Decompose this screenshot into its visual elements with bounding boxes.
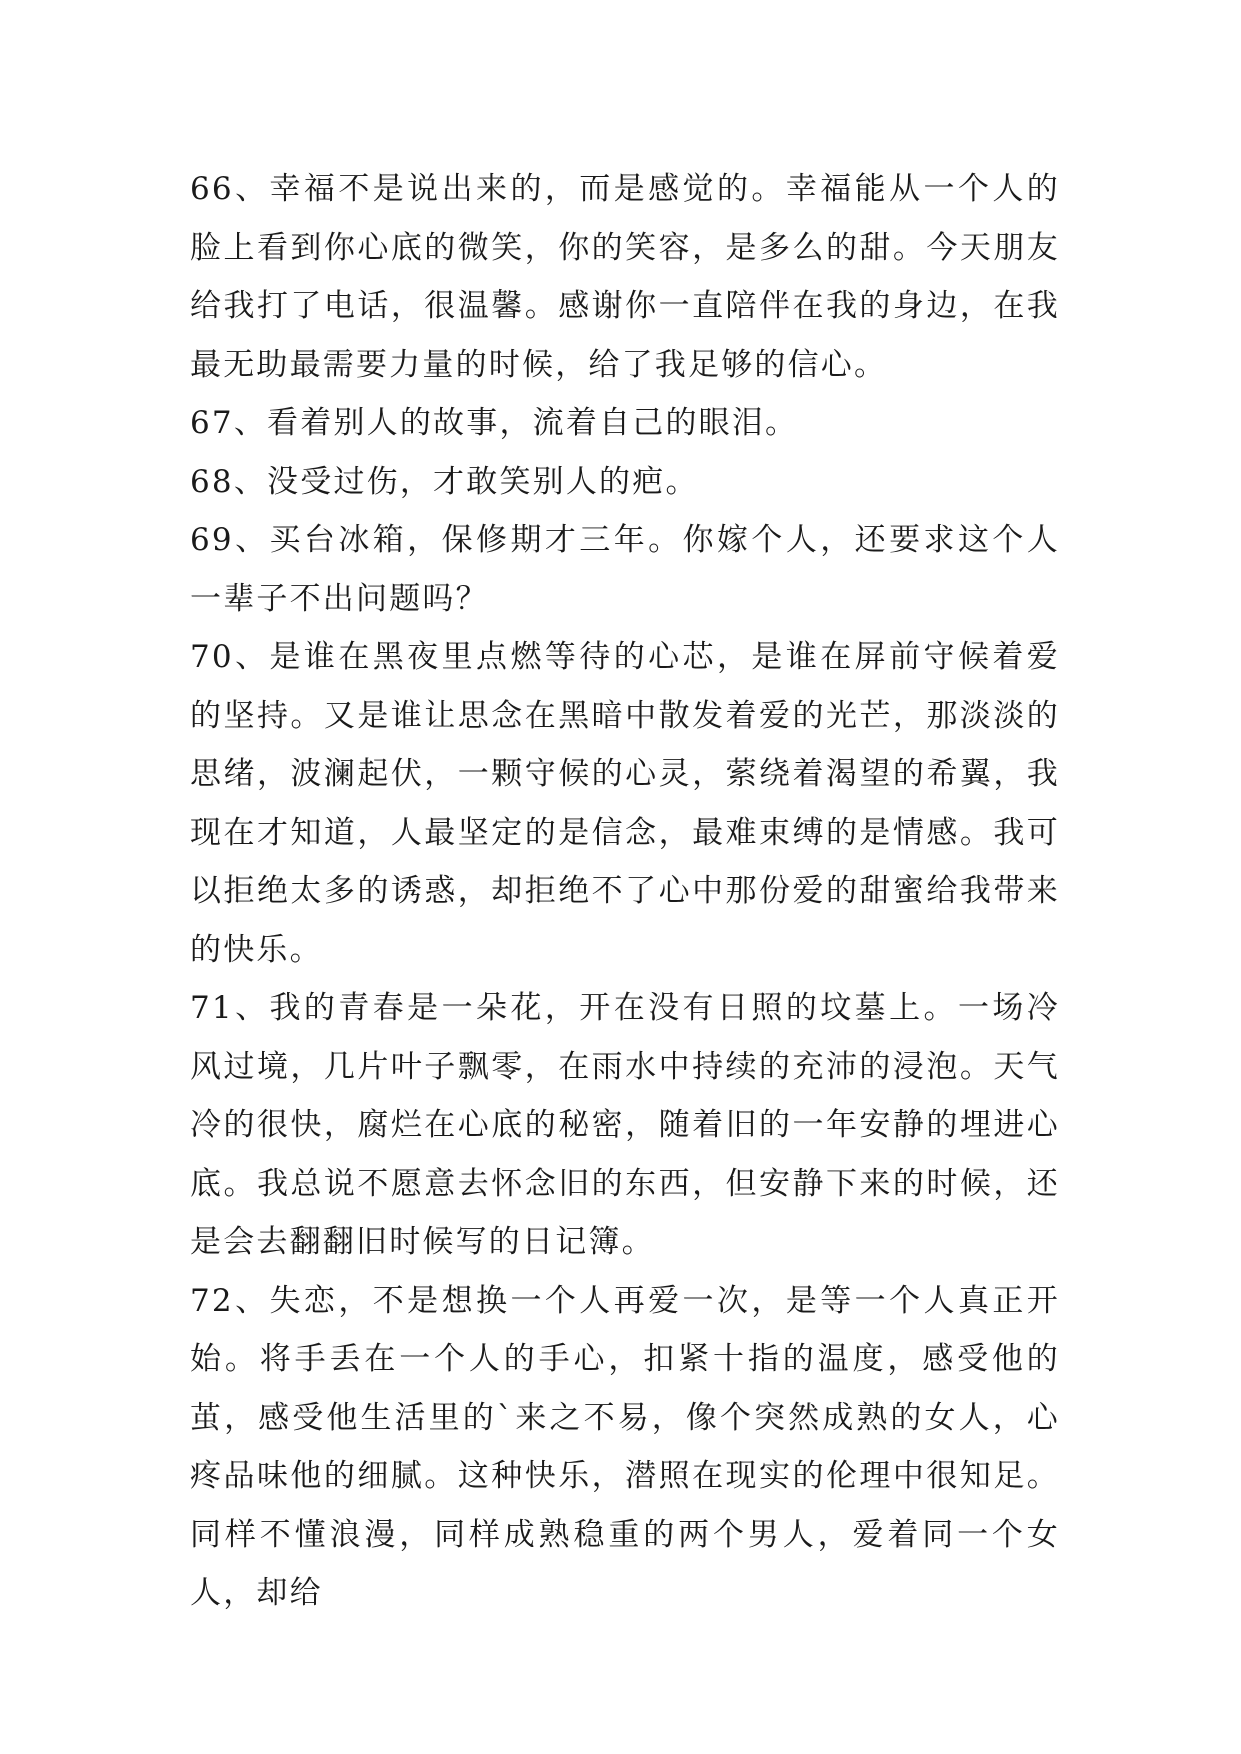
paragraph-69: 69、买台冰箱，保修期才三年。你嫁个人，还要求这个人一辈子不出问题吗？ bbox=[190, 522, 1060, 617]
paragraph-70: 70、是谁在黑夜里点燃等待的心芯，是谁在屏前守候着爱的坚持。又是谁让思念在黑暗中散发着爱的光芒，那淡淡的思绪，波澜起伏，一颗守候的心灵，萦绕着渴望的希翼，我现在才知道，人最坚定的是信念，最难束缚的是情感。我可以拒绝太多的诱惑，却拒绝不了心中那份爱的甜蜜给我带来的快乐。 bbox=[190, 639, 1060, 968]
paragraph-71: 71、我的青春是一朵花，开在没有日照的坟墓上。一场冷风过境，几片叶子飘零，在雨水中持续的充沛的浸泡。天气冷的很快，腐烂在心底的秘密，随着旧的一年安静的埋进心底。我总说不愿意去怀念旧的东西，但安静下来的时候，还是会去翻翻旧时候写的日记簿。 bbox=[190, 990, 1060, 1260]
document-body bbox=[190, 160, 1060, 1623]
paragraph-72: 72、失恋，不是想换一个人再爱一次，是等一个人真正开始。将手丢在一个人的手心，扣紧十指的温度，感受他的茧，感受他生活里的`来之不易，像个突然成熟的女人，心疼品味他的细腻。这种快乐，潜照在现实的伦理中很知足。同样不懂浪漫，同样成熟稳重的两个男人，爱着同一个女人，却给 bbox=[190, 1282, 1060, 1611]
paragraph-67: 67、看着别人的故事，流着自己的眼泪。 bbox=[190, 405, 799, 441]
paragraph-66: 66、幸福不是说出来的，而是感觉的。幸福能从一个人的脸上看到你心底的微笑，你的笑容，是多么的甜。今天朋友给我打了电话，很温馨。感谢你一直陪伴在我的身边，在我最无助最需要力量的时候，给了我足够的信心。 bbox=[190, 171, 1060, 383]
paragraph-68: 68、没受过伤，才敢笑别人的疤。 bbox=[190, 463, 699, 500]
